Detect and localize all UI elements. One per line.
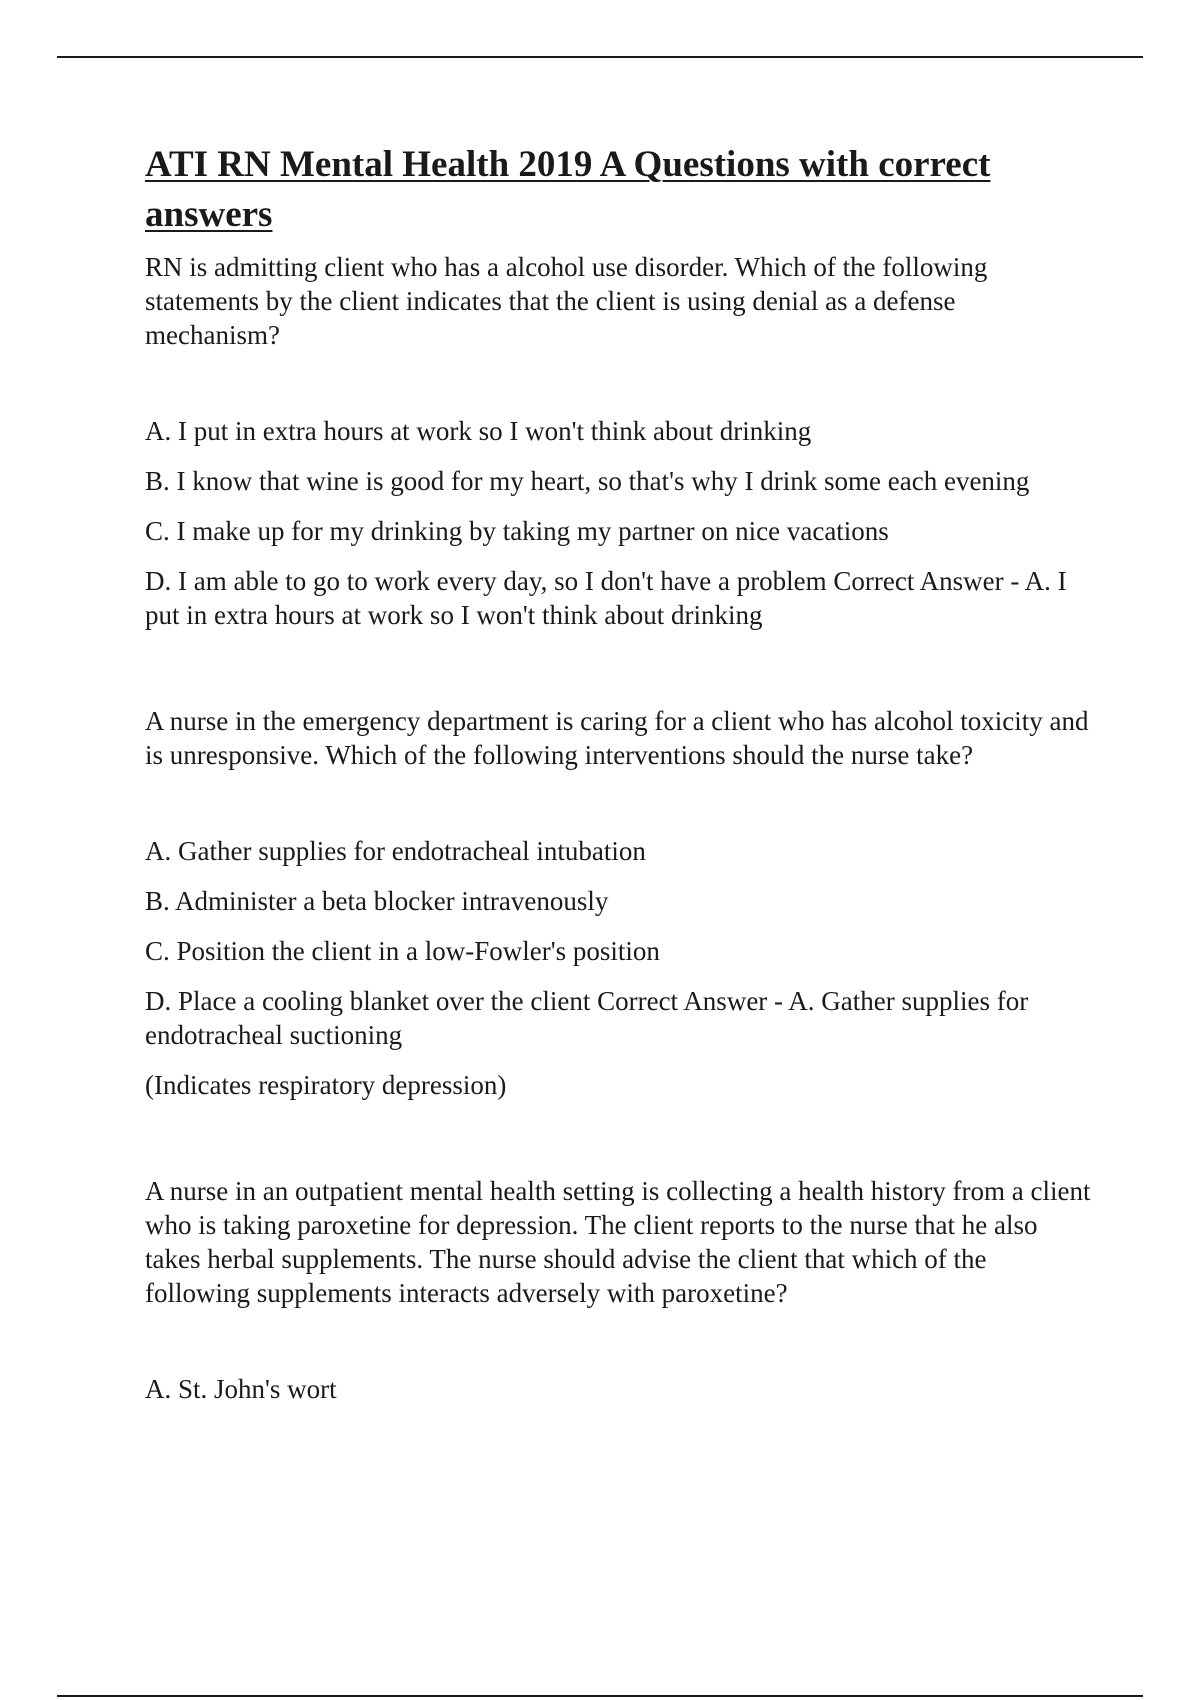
question-2 bbox=[145, 704, 1095, 1102]
question-1-option-d-answer: D. I am able to go to work every day, so I don't have a problem Correct Answer - A. I put in extra hours at work so I won't think about drinking bbox=[145, 566, 1067, 630]
document-title: ATI RN Mental Health 2019 A Questions with correct answers bbox=[145, 144, 991, 235]
question-1 bbox=[145, 250, 1095, 632]
footer-rule bbox=[57, 1695, 1143, 1697]
question-1-option-c: C. I make up for my drinking by taking my partner on nice vacations bbox=[145, 516, 889, 546]
question-2-option-a: A. Gather supplies for endotracheal intubation bbox=[145, 836, 646, 866]
question-3-stem: A nurse in an outpatient mental health setting is collecting a health history from a client who is taking paroxetine for depression. The client reports to the nurse that he also takes herbal supplements. The nurse should advise the client that which of the following supplements interacts adversely with paroxetine? bbox=[145, 1176, 1091, 1308]
header-rule bbox=[57, 56, 1143, 58]
question-1-option-b: B. I know that wine is good for my heart, so that's why I drink some each evening bbox=[145, 466, 1030, 496]
question-1-stem: RN is admitting client who has a alcohol use disorder. Which of the following statements by the client indicates that the client is using denial as a defense mechanism? bbox=[145, 252, 988, 350]
question-2-option-b: B. Administer a beta blocker intravenously bbox=[145, 886, 609, 916]
question-2-option-d-answer: D. Place a cooling blanket over the client Correct Answer - A. Gather supplies for endotracheal suctioning bbox=[145, 986, 1029, 1050]
question-1-option-a: A. I put in extra hours at work so I won't think about drinking bbox=[145, 416, 812, 446]
document-page bbox=[145, 140, 1095, 1422]
question-3-option-a: A. St. John's wort bbox=[145, 1374, 337, 1404]
question-2-option-c: C. Position the client in a low-Fowler's position bbox=[145, 936, 660, 966]
question-2-stem: A nurse in the emergency department is caring for a client who has alcohol toxicity and is unresponsive. Which of the following interventions should the nurse take? bbox=[145, 706, 1089, 770]
question-3 bbox=[145, 1174, 1095, 1406]
question-2-note: (Indicates respiratory depression) bbox=[145, 1070, 507, 1100]
